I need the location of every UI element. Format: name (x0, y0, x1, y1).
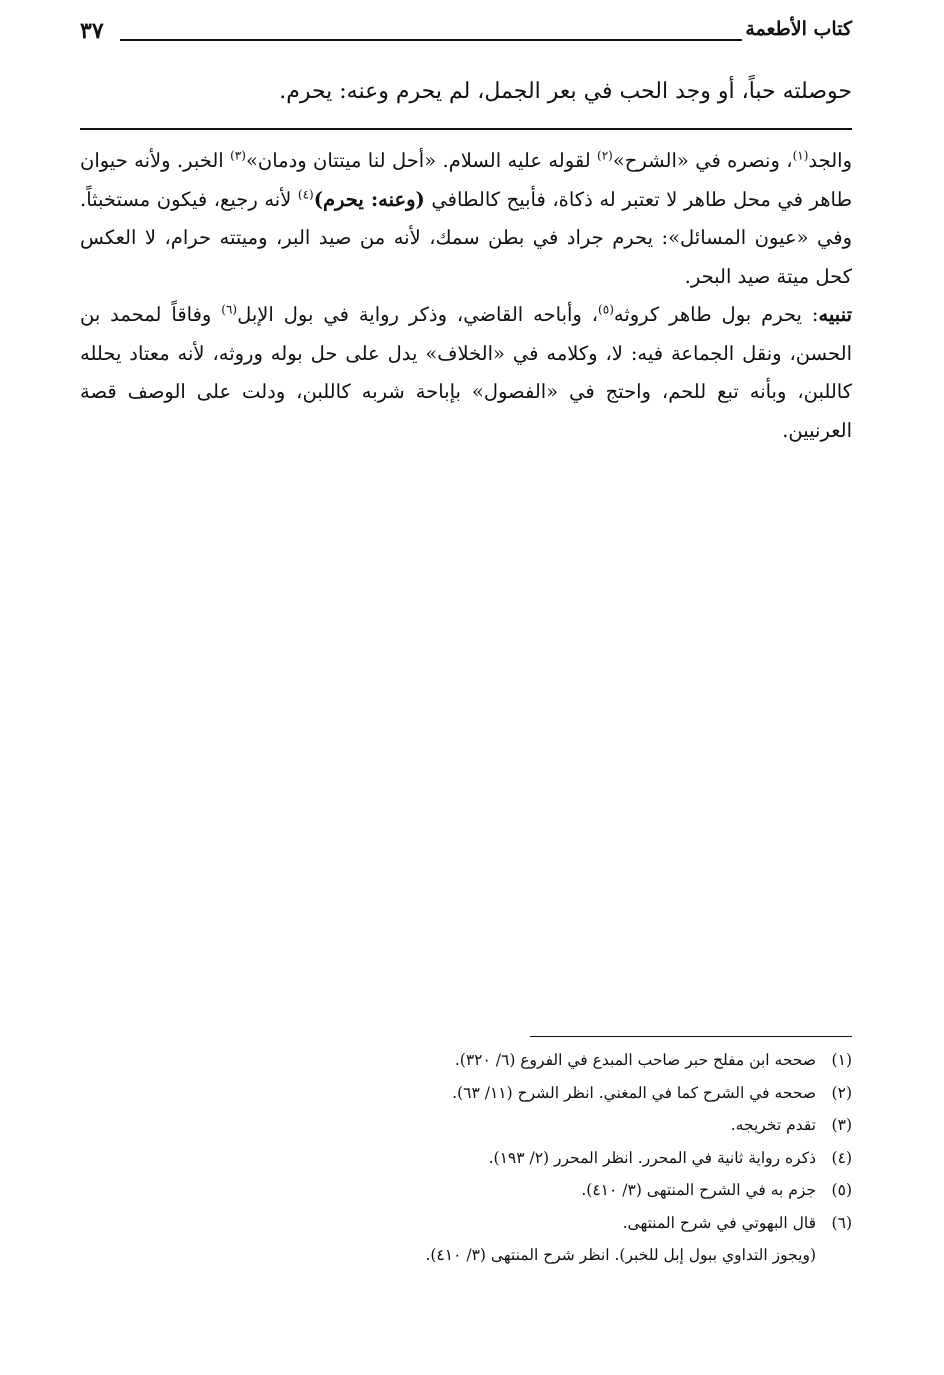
text-run: لأنه رجيع، فيكون مستخبثاً. وفي «عيون المسائل»: يحرم جراد في بطن سمك، لأنه من صيد البر، وميتته حرام، لا العكس كحل ميتة صيد البحر. (80, 187, 852, 288)
footnote-ref[interactable]: (٦) (221, 302, 238, 317)
text-run: لقوله عليه السلام. «أحل لنا ميتتان ودمان» (245, 149, 598, 172)
paragraph-1 (80, 142, 852, 296)
note-label: تنبيه (818, 303, 853, 326)
quoted-matn: (وعنه: يحرم) (313, 187, 425, 211)
footnote-number: (٤) (831, 1148, 852, 1167)
page-header (80, 18, 852, 44)
page-number: ٣٧ (80, 18, 104, 44)
footnote-number: (١) (831, 1051, 852, 1069)
footnote-number: (٣) (831, 1116, 852, 1134)
footnote-ref[interactable]: (٢) (597, 148, 613, 163)
footnote-divider (530, 1036, 852, 1037)
text-run: ، ونصره في «الشرح» (612, 149, 793, 172)
footnote-number: (٥) (831, 1181, 852, 1199)
footnote-item (292, 1044, 852, 1077)
text-run: وفاقاً لمحمد بن الحسن، ونقل الجماعة فيه: لا، وكلامه في «الخلاف» يدل على حل بوله وروثه، لأنه معتاد يحلله كاللبن، وبأنه تبع للحم، واحتج في «الفصول» بإباحة شربه كاللبن، ودلت على الوصف قصة العرنيين. (80, 303, 852, 442)
footnote-number: (٦) (831, 1213, 852, 1232)
footnote-text: صححه في الشرح كما في المغني. انظر الشرح (١١/ ٦٣). (452, 1083, 816, 1102)
text-run: ، وأباحه القاضي، وذكر رواية في بول الإبل (237, 303, 599, 326)
section-divider (80, 128, 852, 130)
footnote-text: ذكره رواية ثانية في المحرر. انظر المحرر (٢/ ١٩٣). (488, 1148, 816, 1167)
text-run: والجد (808, 149, 852, 172)
paragraph-2 (80, 296, 852, 450)
matn-line: حوصلته حباً، أو وجد الحب في بعر الجمل، لم يحرم وعنه: يحرم. (279, 79, 852, 104)
footnote-ref[interactable]: (٤) (297, 187, 314, 201)
footnotes (292, 1044, 852, 1272)
footnote-text: صححه ابن مفلح حبر صاحب المبدع في الفروع (٦/ ٣٢٠). (454, 1051, 816, 1069)
footnote-item (292, 1142, 852, 1175)
footnote-ref[interactable]: (١) (792, 148, 809, 163)
footnote-ref[interactable]: (٣) (230, 148, 246, 163)
text-run: الخبر. ولأنه حيوان طاهر في محل طاهر لا تعتبر له ذكاة، فأبيح كالطافي (80, 149, 853, 211)
footnote-text: تقدم تخريجه. (730, 1116, 816, 1134)
footnote-text: جزم به في الشرح المنتهى (٣/ ٤١٠). (581, 1181, 816, 1199)
running-title: كتاب الأطعمة (745, 18, 852, 40)
footnote-number: (٢) (831, 1083, 852, 1102)
text-run: : يحرم بول طاهر كروثه (613, 303, 819, 326)
footnote-continuation: (ويجوز التداوي ببول إبل للخبر). انظر شرح المنتهى (٣/ ٤١٠). (425, 1246, 816, 1264)
footnote-item (292, 1174, 852, 1207)
footnote-item (292, 1077, 852, 1110)
commentary-text (80, 142, 852, 450)
footnote-ref[interactable]: (٥) (598, 302, 614, 317)
footnote-item (292, 1207, 852, 1240)
header-rule (120, 39, 742, 41)
footnote-item (292, 1109, 852, 1142)
footnote-text: قال البهوتي في شرح المنتهى. (622, 1213, 816, 1232)
